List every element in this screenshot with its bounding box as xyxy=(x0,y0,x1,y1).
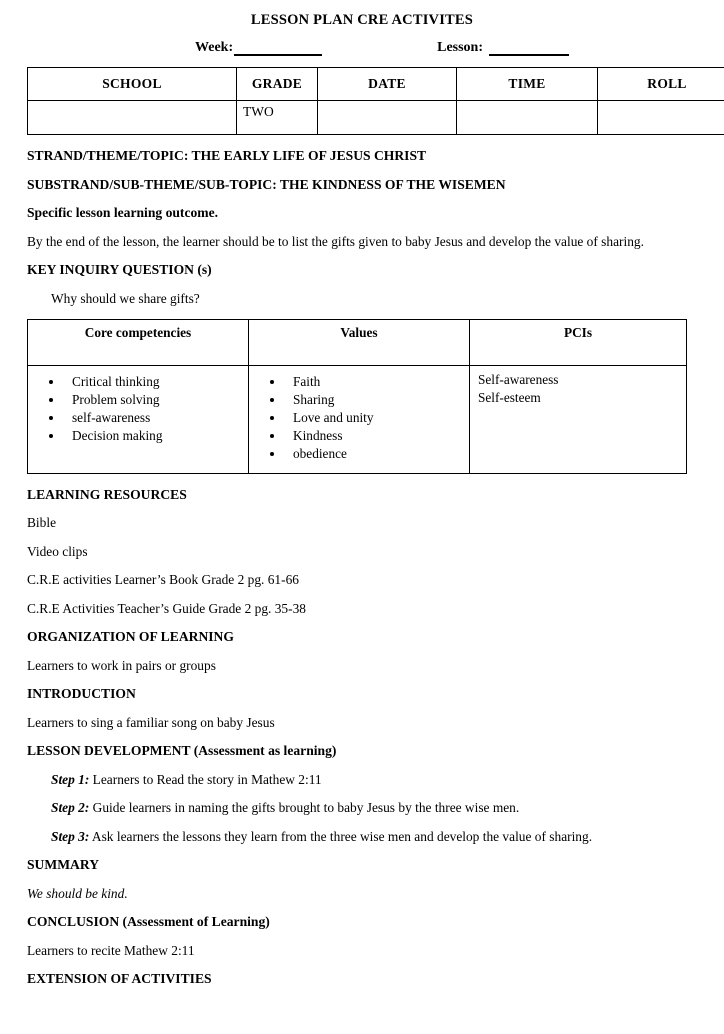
list-item: • Sharing xyxy=(285,393,461,408)
page-title: LESSON PLAN CRE ACTIVITES xyxy=(27,10,697,29)
list-item: • self-awareness xyxy=(64,411,240,426)
learning-resource-item: C.R.E activities Learner’s Book Grade 2 pg. 61-66 xyxy=(27,572,697,587)
step-label: Step 2: xyxy=(51,800,89,815)
cell-core-competencies xyxy=(28,366,249,473)
step-text: Learners to Read the story in Mathew 2:11 xyxy=(93,772,322,787)
cell-roll[interactable] xyxy=(598,101,724,135)
organization-of-learning-heading: ORGANIZATION OF LEARNING xyxy=(27,629,697,645)
school-info-table xyxy=(27,67,724,135)
column-header-pcis: PCIs xyxy=(470,320,687,366)
values-list xyxy=(257,375,461,461)
lesson-input-blank[interactable] xyxy=(489,41,569,56)
cell-school[interactable] xyxy=(28,101,237,135)
list-item: Self-awareness xyxy=(478,371,678,389)
list-item: • Love and unity xyxy=(285,411,461,426)
lesson-development-heading: LESSON DEVELOPMENT (Assessment as learning) xyxy=(27,743,697,759)
core-competencies-list xyxy=(36,375,240,444)
step-text: Ask learners the lessons they learn from the three wise men and develop the value of sharing. xyxy=(92,829,592,844)
table-row xyxy=(28,101,724,135)
lesson-field-group xyxy=(437,40,569,56)
specific-outcome-heading: Specific lesson learning outcome. xyxy=(27,205,697,221)
competency-values-pci-table xyxy=(27,319,687,473)
conclusion-heading: CONCLUSION (Assessment of Learning) xyxy=(27,914,697,930)
column-header-roll: ROLL xyxy=(598,68,724,101)
introduction-heading: INTRODUCTION xyxy=(27,686,697,702)
week-lesson-row xyxy=(27,40,697,56)
week-label: Week: xyxy=(195,40,233,56)
pcis-list xyxy=(478,371,678,407)
table-header-row xyxy=(28,320,687,366)
conclusion-text: Learners to recite Mathew 2:11 xyxy=(27,943,697,958)
lesson-label: Lesson: xyxy=(437,40,483,56)
column-header-time: TIME xyxy=(457,68,598,101)
table-header-row xyxy=(28,68,724,101)
list-item: • Faith xyxy=(285,375,461,390)
cell-values xyxy=(249,366,470,473)
list-item: Self-esteem xyxy=(478,389,678,407)
cell-pcis xyxy=(470,366,687,473)
learning-resources-heading: LEARNING RESOURCES xyxy=(27,487,697,503)
step-label: Step 3: xyxy=(51,829,89,844)
summary-text: We should be kind. xyxy=(27,886,697,901)
week-input-blank[interactable] xyxy=(234,41,322,56)
cell-grade[interactable]: TWO xyxy=(237,101,318,135)
extension-of-activities-heading: EXTENSION OF ACTIVITIES xyxy=(27,971,697,987)
specific-outcome-text: By the end of the lesson, the learner should be to list the gifts given to baby Jesus and develop the value of sharing. xyxy=(27,234,697,249)
table-row xyxy=(28,366,687,473)
list-item: • Critical thinking xyxy=(64,375,240,390)
cell-time[interactable] xyxy=(457,101,598,135)
strand-line: STRAND/THEME/TOPIC: THE EARLY LIFE OF JESUS CHRIST xyxy=(27,148,697,164)
summary-heading: SUMMARY xyxy=(27,857,697,873)
week-field-group xyxy=(195,40,322,56)
step-label: Step 1: xyxy=(51,772,89,787)
key-inquiry-heading: KEY INQUIRY QUESTION (s) xyxy=(27,262,697,278)
organization-of-learning-text: Learners to work in pairs or groups xyxy=(27,658,697,673)
lesson-step xyxy=(27,772,697,787)
step-text: Guide learners in naming the gifts brought to baby Jesus by the three wise men. xyxy=(93,800,520,815)
spacer xyxy=(322,40,437,56)
column-header-values: Values xyxy=(249,320,470,366)
lesson-step xyxy=(27,829,697,844)
column-header-core-competencies: Core competencies xyxy=(28,320,249,366)
list-item: • Kindness xyxy=(285,429,461,444)
learning-resource-item: C.R.E Activities Teacher’s Guide Grade 2 pg. 35-38 xyxy=(27,601,697,616)
list-item: • Problem solving xyxy=(64,393,240,408)
lesson-plan-page xyxy=(0,10,724,1034)
list-item: • Decision making xyxy=(64,429,240,444)
substrand-line: SUBSTRAND/SUB-THEME/SUB-TOPIC: THE KINDNESS OF THE WISEMEN xyxy=(27,177,697,193)
column-header-grade: GRADE xyxy=(237,68,318,101)
key-inquiry-question: Why should we share gifts? xyxy=(27,291,697,306)
list-item: • obedience xyxy=(285,447,461,462)
column-header-date: DATE xyxy=(318,68,457,101)
introduction-text: Learners to sing a familiar song on baby Jesus xyxy=(27,715,697,730)
column-header-school: SCHOOL xyxy=(28,68,237,101)
cell-date[interactable] xyxy=(318,101,457,135)
learning-resource-item: Video clips xyxy=(27,544,697,559)
lesson-step xyxy=(27,800,697,815)
learning-resource-item: Bible xyxy=(27,515,697,530)
